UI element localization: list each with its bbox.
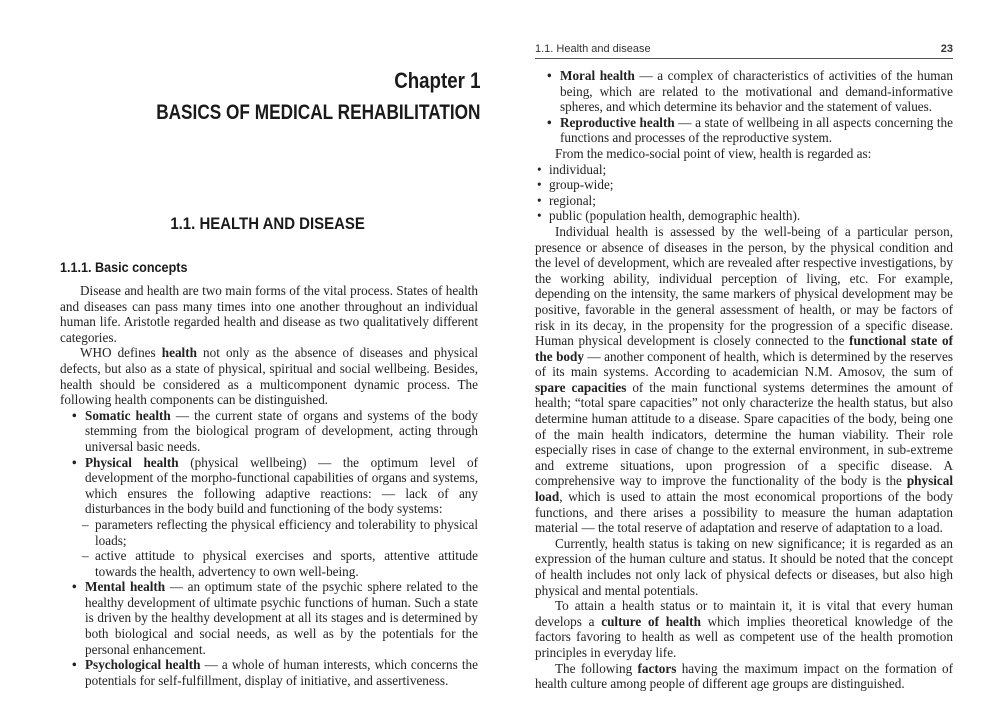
term-health: health	[161, 345, 197, 361]
text-run: Individual health is assessed by the well-being of a particular person, presence or absence of diseases in the person, by the physical condition and the level of development, which are revealed after respective investigations, by the working ability, individual perception of living, etc. For example, depending on the intensity, the same markers of physical development may be positive, favorable in the general assessment of health, or may be factors of risk in its decay, in the propensity for the progression of a specific disease. Human physical development is closely connected to the	[535, 223, 953, 349]
list-term: Mental health	[85, 579, 166, 595]
page-number: 23	[940, 43, 953, 55]
list-item: – active attitude to physical exercises and sports, attentive attitude towards the health, advertency to own well-being.	[60, 548, 478, 579]
term-functional-state: functional state of the body	[535, 333, 953, 364]
list-item: – parameters reflecting the physical efficiency and tolerability to physical loads;	[60, 517, 478, 548]
list-term: Somatic health	[85, 407, 171, 423]
list-text: — the current state of organs and systems of the body stemming from the biological program of development, acting through universal basic needs.	[85, 407, 478, 454]
paragraph-currently: Currently, health status is taking on new significance; it is regarded as an expression of the human culture and status. It should be noted that the concept of health includes not only lack of physical defects or diseases, but also high physical and mental potentials.	[535, 535, 953, 598]
term-culture-of-health: culture of health	[601, 613, 701, 629]
list-term: Reproductive health	[560, 114, 675, 130]
paragraph-individual-health	[535, 224, 953, 536]
term-factors: factors	[637, 660, 677, 676]
text-run: — another component of health, which is determined by the reserves of its main systems. According to academician N.M. Amosov, the sum of	[535, 348, 953, 380]
section-title: 1.1. HEALTH AND DISEASE	[170, 214, 365, 233]
text-run: WHO defines	[80, 345, 162, 361]
paragraph-culture-of-health	[535, 598, 953, 660]
paragraph-who-definition	[60, 345, 478, 407]
term-spare-capacities: spare capacities	[535, 379, 627, 395]
list-item	[535, 68, 953, 115]
list-term: Psychological health	[85, 657, 201, 673]
paragraph-medico-social-intro: From the medico-social point of view, health is regarded as:	[555, 145, 872, 161]
right-page	[500, 0, 1000, 725]
text-run: of the main functional systems determines the amount of health; “total spare capacities” not only characterize the health status, but also determine human attitude to a disease. Spare capacities of the body, being one of the main health indicators, determine the human viability. Their role especially rises in case of change to the external environment, in sub-extreme and extreme situations, upon progression of a specific disease. A comprehensive way to improve the functionality of the body is the	[535, 379, 954, 489]
list-item	[60, 408, 478, 455]
running-head-title: 1.1. Health and disease	[535, 43, 651, 55]
text-run: The following	[555, 660, 638, 676]
list-item	[60, 657, 478, 688]
list-item: • individual;	[537, 162, 953, 178]
list-item: • group-wide;	[537, 177, 953, 193]
list-term: Physical health	[85, 454, 179, 470]
chapter-label: Chapter 1	[393, 68, 480, 93]
subsection-title: 1.1.1. Basic concepts	[60, 259, 188, 275]
text-run: which implies theoretical knowledge of the factors favoring to health as well as competent use of the health promotion principles in everyday life.	[535, 613, 954, 660]
list-item	[60, 579, 478, 657]
chapter-title: BASICS OF MEDICAL REHABILITATION	[155, 101, 480, 124]
list-item	[60, 455, 478, 517]
list-item: • public (population health, demographic health).	[537, 208, 953, 224]
right-body-text	[535, 68, 953, 692]
header-rule	[535, 58, 953, 59]
list-item	[535, 115, 953, 146]
left-body-text	[60, 283, 478, 688]
medico-social-list	[535, 162, 953, 224]
paragraph-health-disease: Disease and health are two main forms of the vital process. States of health and diseases can pass many times into one another throughout an individual human life. Aristotle regarded health and disease as two qualitatively different categories.	[60, 283, 478, 345]
term-physical-load: physical load	[535, 473, 953, 505]
list-text: — an optimum state of the psychic sphere related to the healthy development of ultimate psychic functions of human. Such a state is driven by the healthy development at all its stages and is determined by both biological and social needs, as well as by the potentials for the personal enhancement.	[85, 579, 478, 657]
physical-health-sublist	[60, 517, 478, 579]
text-run: To attain a health status or to maintain it, it is vital that every human develops a	[535, 598, 953, 629]
paragraph-factors	[535, 661, 953, 692]
text-run: not only as the absence of diseases and physical defects, but also as a state of physical, spiritual and social wellbeing. Besides, health should be considered as a multicomponent dynamic process. The following health components can be distinguished.	[60, 345, 479, 408]
text-run: having the maximum impact on the formation of health culture among people of different age groups are distinguished.	[535, 660, 953, 692]
list-term: Moral health	[560, 68, 635, 83]
running-head	[535, 43, 953, 55]
health-components-list-2	[60, 579, 478, 688]
list-item: • regional;	[537, 193, 953, 209]
list-text: — a whole of human interests, which concerns the potentials for self-fulfillment, display of initiative, and assertiveness.	[85, 657, 478, 688]
health-components-list	[60, 408, 478, 517]
list-text: — a state of wellbeing in all aspects concerning the functions and processes of the reproductive system.	[560, 114, 953, 146]
text-run: , which is used to attain the most economical proportions of the body functions, and there arises a possibility to measure the human adaptation material — the total reserve of adaptation and reserve of adaptation to a load.	[535, 489, 953, 536]
health-components-list-3	[535, 68, 953, 146]
list-text: (physical wellbeing) — the optimum level of development of the morpho-functional capabilities of organs and systems, which ensures the following adaptive reactions: — lack of any disturbances in the body build and functioning of the body systems:	[85, 454, 479, 517]
list-text: — a complex of characteristics of activities of the human being, which are related to the motivational and demand-informative spheres, and which determine its behavior and the statement of values.	[560, 68, 953, 115]
